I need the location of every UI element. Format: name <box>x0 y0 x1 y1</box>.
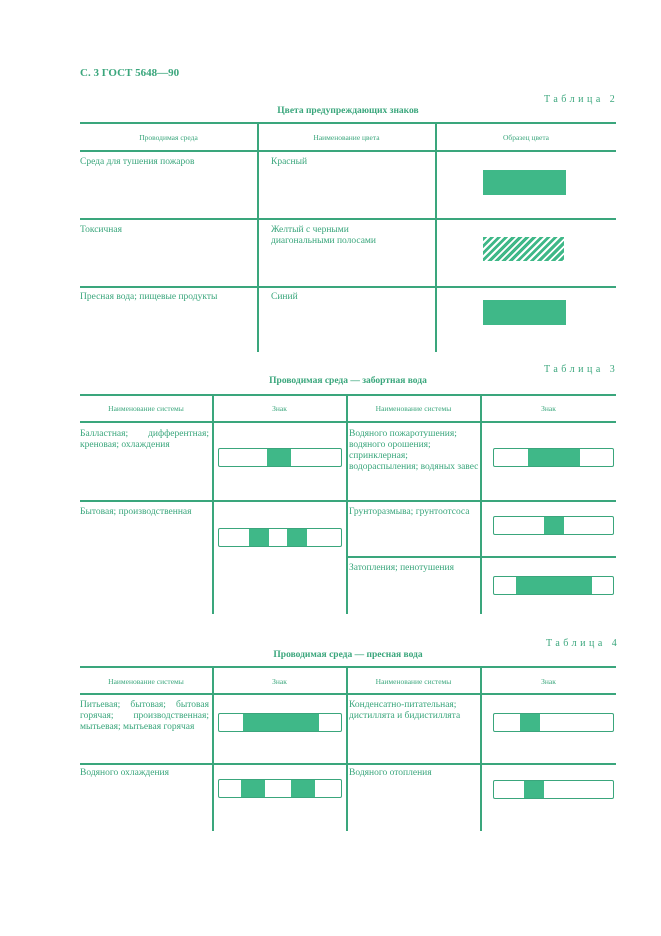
pipe-ring <box>241 780 265 797</box>
table-3-col-rule <box>346 394 348 614</box>
system-name: Балластная; дифферентная; креновая; охлаждения <box>80 429 209 450</box>
table-4-label: Таблица 4 <box>546 638 621 649</box>
column-header: Знак <box>541 677 556 686</box>
column-header: Проводимая среда <box>139 133 198 142</box>
pipe-ring <box>243 714 319 731</box>
table-4-col-rule <box>212 666 214 831</box>
pipe-ring <box>528 449 580 466</box>
pipe-sign <box>218 528 342 547</box>
table-2-label: Таблица 2 <box>544 94 619 105</box>
system-name: Грунторазмыва; грунтоотсоса <box>349 507 470 517</box>
table-3-header-rule <box>80 421 616 423</box>
table-2-row-rule <box>80 218 616 220</box>
system-name: Водяного пожаротушения; водяного орошения; спринклерная; водораспыления; водяных завес <box>349 429 479 472</box>
pipe-sign <box>218 448 342 467</box>
system-name: Питьевая; бытовая; бытовая горячая; производственная; мытьевая; мытьевая горячая <box>80 700 209 732</box>
table-4-col-rule <box>346 666 348 831</box>
table-2-top-rule <box>80 122 616 124</box>
pipe-ring <box>524 781 544 798</box>
table-4-title: Проводимая среда — пресная вода <box>273 650 423 660</box>
system-name: Бытовая; производственная <box>80 507 192 517</box>
column-header: Знак <box>541 404 556 413</box>
table-3-top-rule <box>80 394 616 396</box>
table-4-top-rule <box>80 666 616 668</box>
pipe-ring <box>267 449 291 466</box>
pipe-sign <box>218 779 342 798</box>
table-3-row-rule <box>80 500 616 502</box>
table-4-header-rule <box>80 693 616 695</box>
column-header: Наименование цвета <box>313 133 380 142</box>
pipe-sign <box>493 780 614 799</box>
table-2-title: Цвета предупреждающих знаков <box>277 106 419 116</box>
pipe-sign <box>493 713 614 732</box>
column-header: Наименование системы <box>108 677 184 686</box>
table-cell: Синий <box>271 292 298 302</box>
pipe-ring <box>249 529 269 546</box>
table-2-col-rule <box>257 122 259 352</box>
system-name: Водяного охлаждения <box>80 768 170 778</box>
hatched-color-sample <box>483 237 564 261</box>
pipe-sign <box>493 516 614 535</box>
pipe-ring <box>287 529 307 546</box>
table-3-col-rule <box>212 394 214 614</box>
table-3-col-rule <box>480 394 482 614</box>
table-cell: Среда для тушения пожаров <box>80 157 195 167</box>
table-4-col-rule <box>480 666 482 831</box>
color-sample <box>483 300 566 325</box>
table-2-header-rule <box>80 150 616 152</box>
column-header: Знак <box>272 404 287 413</box>
column-header: Наименование системы <box>375 404 452 413</box>
column-header: Образец цвета <box>502 133 550 142</box>
page-header: С. 3 ГОСТ 5648—90 <box>80 67 180 79</box>
pipe-sign <box>493 448 614 467</box>
pipe-ring <box>291 780 315 797</box>
pipe-sign <box>218 713 342 732</box>
column-header: Наименование системы <box>375 677 452 686</box>
pipe-ring <box>516 577 592 594</box>
table-3-title: Проводимая среда — забортная вода <box>269 376 427 386</box>
pipe-sign <box>493 576 614 595</box>
table-4-row-rule <box>80 763 616 765</box>
table-cell: Красный <box>271 157 308 167</box>
table-2-row-rule <box>80 286 616 288</box>
table-cell: Желтый с черными диагональными полосами <box>271 225 377 246</box>
table-cell: Пресная вода; пищевые продукты <box>80 292 218 302</box>
table-cell: Токсичная <box>80 225 122 235</box>
table-2-col-rule <box>435 122 437 352</box>
system-name: Затопления; пенотушения <box>349 563 454 573</box>
pipe-ring <box>520 714 540 731</box>
system-name: Конденсатно-питательная; дистиллята и бидистиллята <box>349 700 461 721</box>
column-header: Наименование системы <box>108 404 184 413</box>
table-3-label: Таблица 3 <box>544 364 619 375</box>
column-header: Знак <box>272 677 287 686</box>
system-name: Водяного отопления <box>349 768 432 778</box>
color-sample <box>483 170 566 195</box>
pipe-ring <box>544 517 564 534</box>
